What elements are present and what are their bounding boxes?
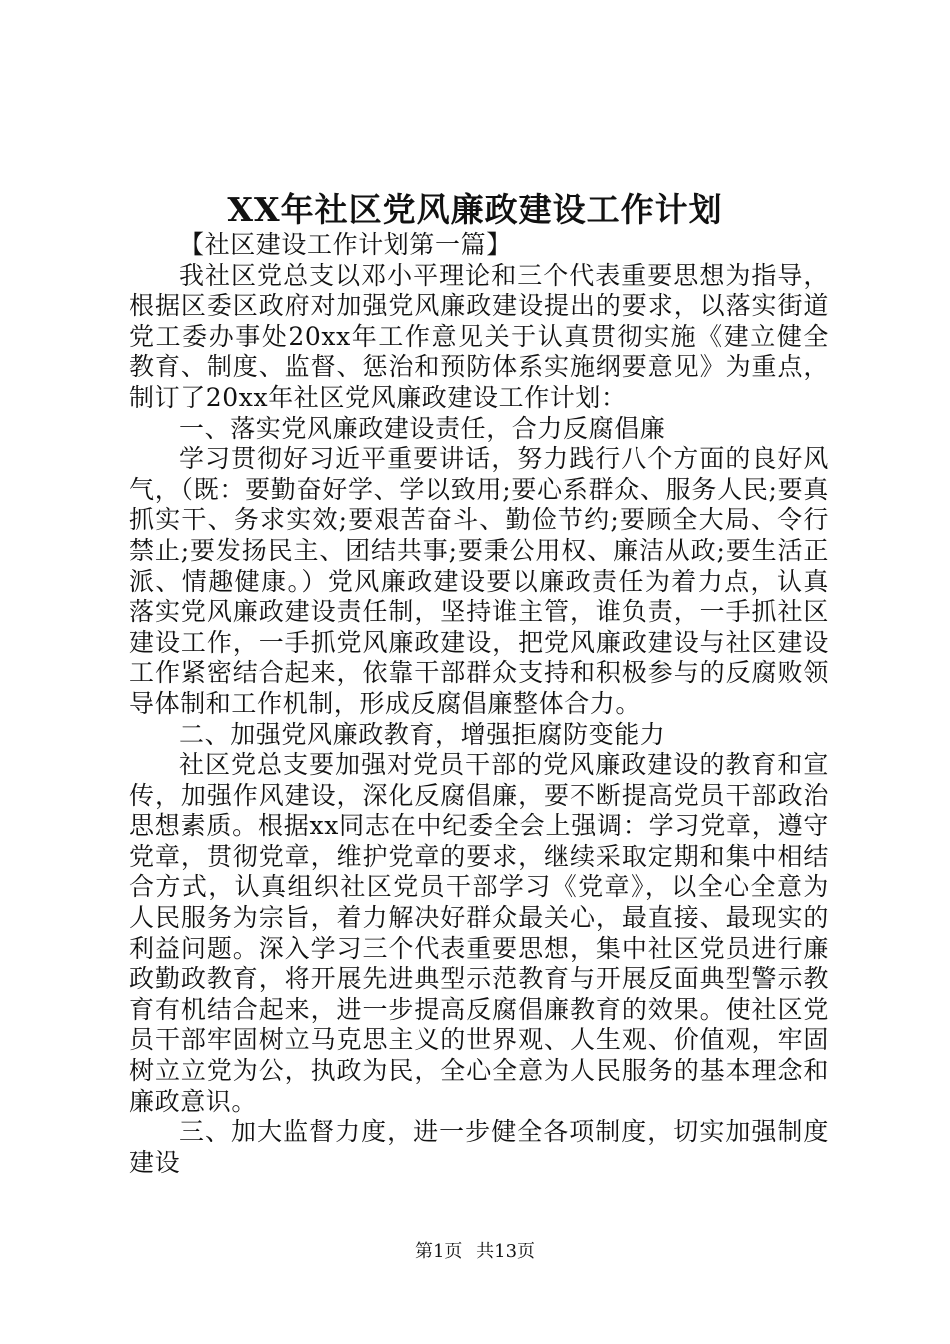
document-body — [129, 230, 829, 1178]
page-number: 第1页 — [414, 1241, 463, 1262]
page-footer — [0, 1240, 950, 1264]
heading-3-paragraph: 三、加大监督力度，进一步健全各项制度，切实加强制度建设 — [129, 1117, 829, 1177]
page-total: 共13页 — [476, 1241, 536, 1262]
body-paragraph-1: 学习贯彻好习近平重要讲话，努力践行八个方面的良好风气，（既：要勤奋好学、学以致用;要心系群众、服务人民;要真抓实干、务求实效;要艰苦奋斗、勤俭节约;要顾全大局、令行禁止;要发扬民主、团结共事;要秉公用权、廉洁从政;要生活正派、情趣健康。）党风廉政建设要以廉政责任为着力点，认真落实党风廉政建设责任制，坚持谁主管，谁负责，一手抓社区建设工作，一手抓党风廉政建设，把党风廉政建设与社区建设工作紧密结合起来，依靠干部群众支持和积极参与的反腐败领导体制和工作机制，形成反腐倡廉整体合力。 — [129, 444, 829, 718]
document-title: XX年社区党风廉政建设工作计划 — [227, 190, 723, 229]
body-paragraph-2: 社区党总支要加强对党员干部的党风廉政建设的教育和宣传，加强作风建设，深化反腐倡廉，要不断提高党员干部政治思想素质。根据xx同志在中纪委全会上强调：学习党章，遵守党章，贯彻党章，维护党章的要求，继续采取定期和集中相结合方式，认真组织社区党员干部学习《党章》，以全心全意为人民服务为宗旨，着力解决好群众最关心，最直接、最现实的利益问题。深入学习三个代表重要思想，集中社区党员进行廉政勤政教育，将开展先进典型示范教育与开展反面典型警示教育有机结合起来，进一步提高反腐倡廉教育的效果。使社区党员干部牢固树立马克思主义的世界观、人生观、价值观，牢固树立立党为公，执政为民，全心全意为人民服务的基本理念和廉政意识。 — [129, 750, 829, 1116]
intro-paragraph: 我社区党总支以邓小平理论和三个代表重要思想为指导，根据区委区政府对加强党风廉政建设提出的要求，以落实街道党工委办事处20xx年工作意见关于认真贯彻实施《建立健全教育、制度、监督、惩治和预防体系实施纲要意见》为重点，制订了20xx年社区党风廉政建设工作计划： — [129, 260, 829, 412]
heading-1-paragraph: 一、落实党风廉政建设责任，合力反腐倡廉 — [179, 413, 666, 443]
heading-2-paragraph: 二、加强党风廉政教育，增强拒腐防变能力 — [179, 719, 666, 749]
section-header-paragraph: 【社区建设工作计划第一篇】 — [179, 230, 512, 259]
